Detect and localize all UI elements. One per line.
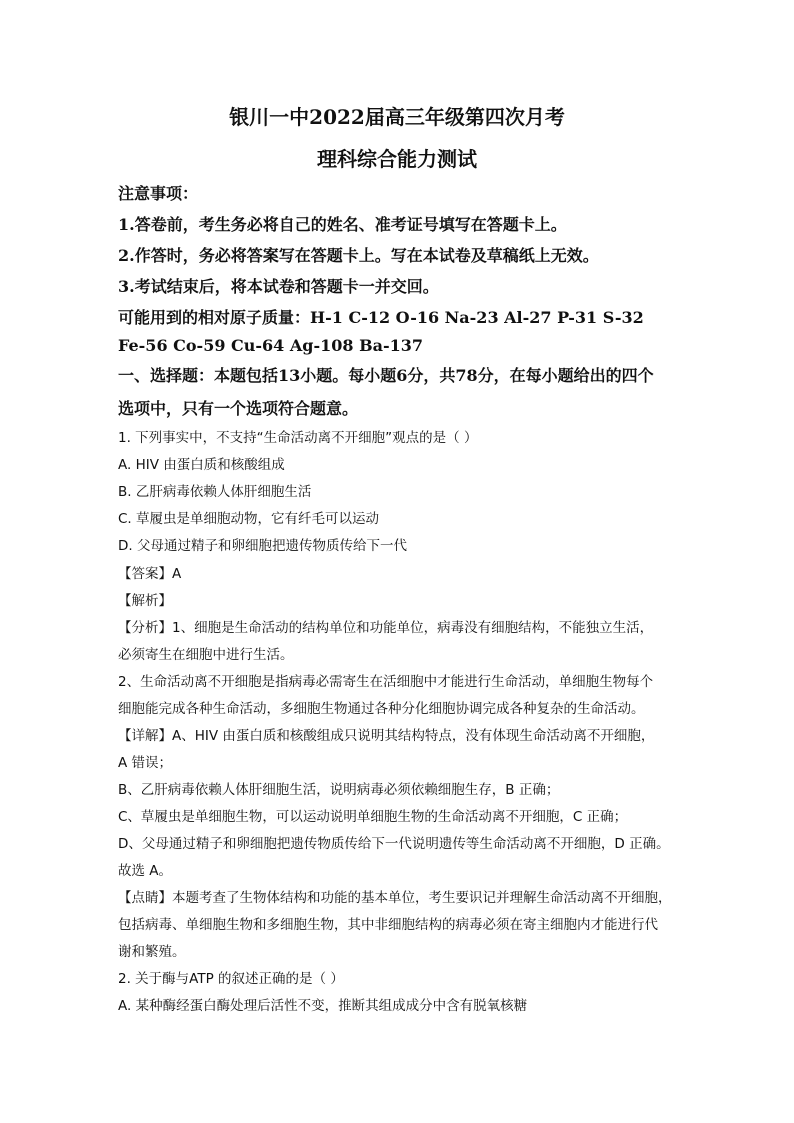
notice-item: 3.考试结束后，将本试卷和答题卡一并交回。 xyxy=(118,277,439,296)
analysis-line: A 错误； xyxy=(118,755,173,771)
exam-subtitle: 理科综合能力测试 xyxy=(317,147,477,171)
exam-title: 银川一中2022届高三年级第四次月考 xyxy=(229,105,565,129)
analysis-line: 故选 A。 xyxy=(118,863,173,879)
question-1-option-c: C. 草履虫是单细胞动物，它有纤毛可以运动 xyxy=(118,511,380,527)
analysis-line: 包括病毒、单细胞生物和多细胞生物，其中非细胞结构的病毒必须在寄主细胞内才能进行代 xyxy=(118,917,658,933)
analysis-line: 谢和繁殖。 xyxy=(118,944,186,960)
notice-item: 1.答卷前，考生务必将自己的姓名、准考证号填写在答题卡上。 xyxy=(118,215,567,234)
question-2-option-a: A. 某种酶经蛋白酶处理后活性不变，推断其组成成分中含有脱氧核糖 xyxy=(118,998,528,1014)
question-1-option-b: B. 乙肝病毒依赖人体肝细胞生活 xyxy=(118,484,312,500)
section-heading: 一、选择题：本题包括13小题。每小题6分，共78分，在每小题给出的四个 xyxy=(118,366,654,385)
analysis-line: C、草履虫是单细胞生物，可以运动说明单细胞生物的生命活动离不开细胞，C 正确； xyxy=(118,809,628,825)
notices-heading: 注意事项： xyxy=(118,184,199,203)
analysis-line: 【分析】1、细胞是生命活动的结构单位和功能单位，病毒没有细胞结构，不能独立生活， xyxy=(118,620,654,636)
analysis-line: 【详解】A、HIV 由蛋白质和核酸组成只说明其结构特点，没有体现生命活动离不开细胞， xyxy=(118,728,655,744)
question-1-stem: 1. 下列事实中，不支持“生命活动离不开细胞”观点的是（ ） xyxy=(118,430,478,446)
question-1-answer: 【答案】A xyxy=(118,566,182,582)
section-heading-cont: 选项中，只有一个选项符合题意。 xyxy=(118,399,359,418)
question-2-stem: 2. 关于酶与ATP 的叙述正确的是（ ） xyxy=(118,971,344,987)
analysis-line: 必须寄生在细胞中进行生活。 xyxy=(118,647,294,663)
question-1-analysis-label: 【解析】 xyxy=(118,593,172,609)
atomic-mass-line: Fe-56 Co-59 Cu-64 Ag-108 Ba-137 xyxy=(118,336,424,355)
analysis-line: B、乙肝病毒依赖人体肝细胞生活，说明病毒必须依赖细胞生存，B 正确； xyxy=(118,782,560,798)
analysis-line: 细胞能完成各种生命活动，多细胞生物通过各种分化细胞协调完成各种复杂的生命活动。 xyxy=(118,701,645,717)
analysis-line: D、父母通过精子和卵细胞把遗传物质传给下一代说明遗传等生命活动离不开细胞，D 正确。 xyxy=(118,836,670,852)
analysis-line: 【点睛】本题考查了生物体结构和功能的基本单位，考生要识记并理解生命活动离不开细胞， xyxy=(118,890,672,906)
notice-item: 2.作答时，务必将答案写在答题卡上。写在本试卷及草稿纸上无效。 xyxy=(118,246,599,265)
atomic-mass-line: 可能用到的相对原子质量：H-1 C-12 O-16 Na-23 Al-27 P-31 S-32 xyxy=(118,308,644,327)
question-1-option-a: A. HIV 由蛋白质和核酸组成 xyxy=(118,457,285,473)
question-1-option-d: D. 父母通过精子和卵细胞把遗传物质传给下一代 xyxy=(118,538,407,554)
analysis-line: 2、生命活动离不开细胞是指病毒必需寄生在活细胞中才能进行生命活动，单细胞生物每个 xyxy=(118,674,654,690)
